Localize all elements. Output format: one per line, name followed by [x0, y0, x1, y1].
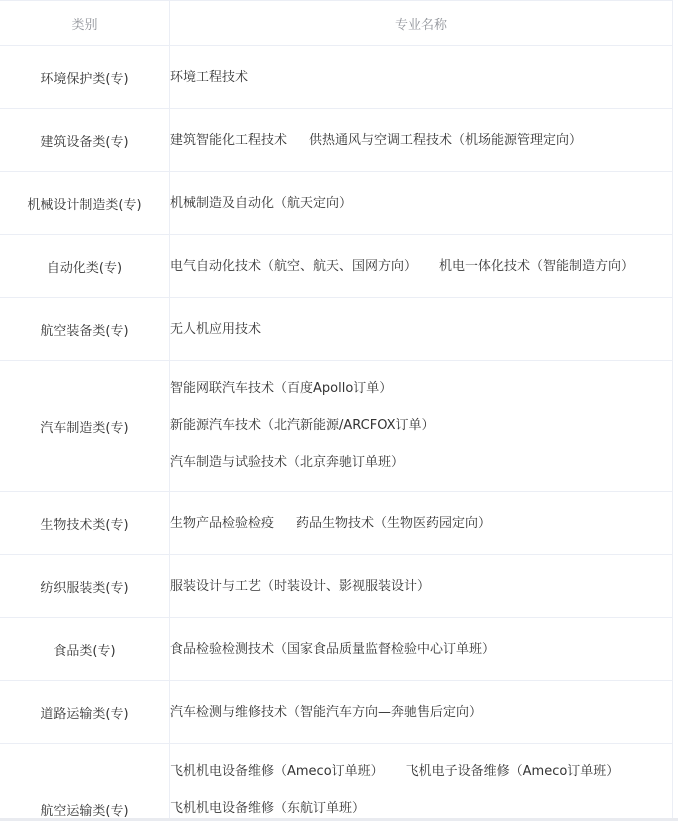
- major-line: [170, 631, 672, 668]
- major-line: [170, 59, 672, 96]
- table-row: [0, 235, 673, 298]
- category-cell: 汽车制造类(专): [0, 361, 170, 492]
- major-line: [170, 185, 672, 222]
- major-line: [170, 568, 672, 605]
- category-cell: 机械设计制造类(专): [0, 172, 170, 235]
- category-cell: 生物技术类(专): [0, 492, 170, 555]
- major-line: [170, 790, 672, 821]
- major-line: [170, 248, 672, 285]
- major-names-cell: [170, 555, 673, 618]
- category-cell: 纺织服装类(专): [0, 555, 170, 618]
- category-column-header: 类别: [0, 1, 170, 46]
- major-line: [170, 444, 672, 481]
- major-name: 新能源汽车技术（北汽新能源/ARCFOX订单）: [170, 418, 435, 433]
- category-cell: 环境保护类(专): [0, 46, 170, 109]
- major-name: 智能网联汽车技术（百度Apollo订单）: [170, 381, 393, 396]
- major-name: 机械制造及自动化（航天定向）: [170, 195, 353, 211]
- major-name: 环境工程技术: [170, 69, 249, 85]
- majors-table-body: [0, 46, 673, 821]
- major-line: [170, 122, 672, 159]
- major-names-cell: [170, 618, 673, 681]
- table-row: [0, 361, 673, 492]
- table-row: [0, 744, 673, 821]
- major-name: 汽车检测与维修技术（智能汽车方向—奔驰售后定向）: [170, 704, 483, 720]
- table-header-row: [0, 1, 673, 46]
- major-names-cell: [170, 361, 673, 492]
- major-column-header: 专业名称: [170, 1, 673, 46]
- category-cell: 航空装备类(专): [0, 298, 170, 361]
- table-row: [0, 298, 673, 361]
- major-name: 汽车制造与试验技术（北京奔驰订单班）: [170, 455, 405, 470]
- major-name: 飞机电子设备维修（Ameco订单班）: [405, 764, 620, 779]
- table-row: [0, 46, 673, 109]
- major-names-cell: [170, 109, 673, 172]
- major-name: 飞机机电设备维修（Ameco订单班）: [170, 764, 384, 779]
- major-names-cell: [170, 492, 673, 555]
- table-row: [0, 555, 673, 618]
- major-name: 电气自动化技术（航空、航天、国网方向）: [170, 258, 418, 274]
- major-line: [170, 694, 672, 731]
- table-row: [0, 172, 673, 235]
- major-line: [170, 311, 672, 348]
- major-name: 机电一体化技术（智能制造方向）: [439, 258, 635, 274]
- major-names-cell: [170, 172, 673, 235]
- category-cell: 道路运输类(专): [0, 681, 170, 744]
- major-names-cell: [170, 744, 673, 821]
- table-row: [0, 681, 673, 744]
- major-name: 食品检验检测技术（国家食品质量监督检验中心订单班）: [170, 641, 496, 657]
- major-name: 建筑智能化工程技术: [170, 132, 288, 148]
- major-line: [170, 753, 672, 790]
- category-cell: 建筑设备类(专): [0, 109, 170, 172]
- major-name: 供热通风与空调工程技术（机场能源管理定向）: [309, 132, 583, 148]
- category-cell: 自动化类(专): [0, 235, 170, 298]
- category-cell: 食品类(专): [0, 618, 170, 681]
- major-names-cell: [170, 46, 673, 109]
- table-row: [0, 492, 673, 555]
- major-name: 药品生物技术（生物医药园定向）: [296, 515, 492, 531]
- major-line: [170, 407, 672, 444]
- major-name: 飞机机电设备维修（东航订单班）: [170, 801, 366, 816]
- category-cell: 航空运输类(专): [0, 744, 170, 821]
- major-name: 无人机应用技术: [170, 321, 262, 337]
- major-names-cell: [170, 235, 673, 298]
- major-name: 生物产品检验检疫: [170, 515, 275, 531]
- major-names-cell: [170, 681, 673, 744]
- major-names-cell: [170, 298, 673, 361]
- table-row: [0, 109, 673, 172]
- major-name: 服装设计与工艺（时装设计、影视服装设计）: [170, 578, 431, 594]
- major-line: [170, 370, 672, 407]
- table-row: [0, 618, 673, 681]
- major-line: [170, 505, 672, 542]
